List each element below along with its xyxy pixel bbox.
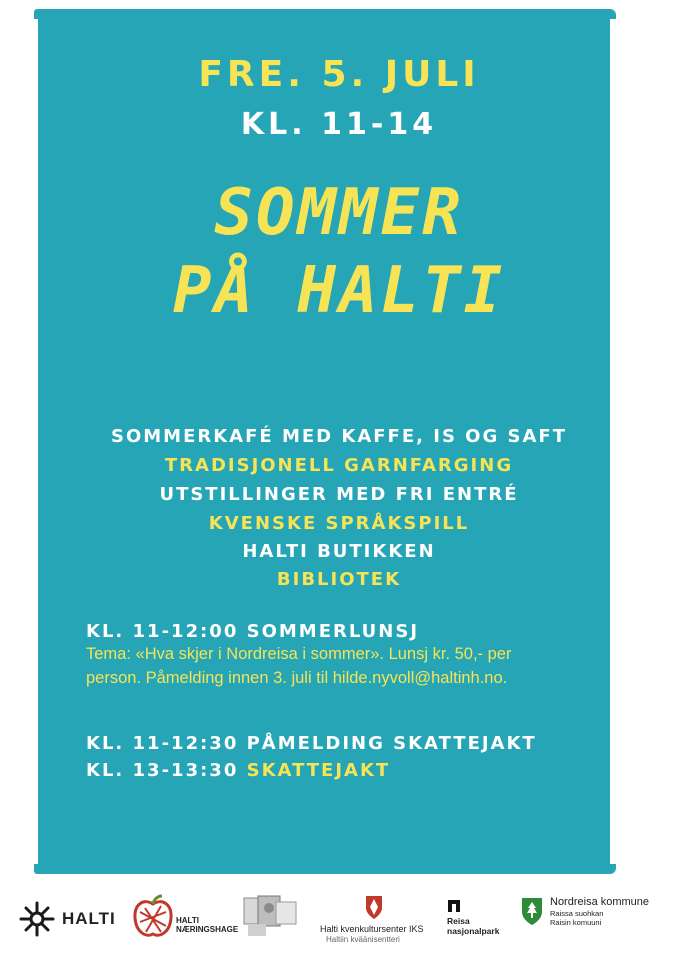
treasure-hunt-label: SKATTEJAKT bbox=[246, 760, 391, 781]
kommune-line-1: Nordreisa kommune bbox=[550, 896, 650, 908]
kommune-line-3: Raisin komuuni bbox=[550, 918, 602, 927]
activity-item: TRADISJONELL GARNFARGING bbox=[164, 455, 514, 476]
naeringshage-line-1: HALTI bbox=[176, 916, 199, 925]
kvenkultursenter-line-1: Halti kvenkultursenter IKS bbox=[320, 924, 424, 934]
activity-item: SOMMERKAFÉ MED KAFFE, IS OG SAFT bbox=[110, 426, 567, 447]
activity-item: KVENSKE SPRÅKSPILL bbox=[208, 513, 470, 534]
shield-icon bbox=[364, 894, 384, 920]
nasjonalpark-mark-icon bbox=[447, 899, 461, 913]
treasure-hunt-row bbox=[86, 760, 390, 781]
photo-collage-icon bbox=[242, 894, 300, 938]
naeringshage-logo bbox=[132, 894, 239, 944]
halti-logo bbox=[18, 900, 116, 942]
coat-of-arms-icon bbox=[520, 896, 544, 926]
apple-icon bbox=[132, 894, 174, 940]
treasure-hunt-signup: KL. 11-12:30 PÅMELDING SKATTEJAKT bbox=[86, 733, 537, 754]
event-time: KL. 11-14 bbox=[240, 107, 438, 142]
nasjonalpark-line-1: Reisa bbox=[447, 916, 470, 926]
lunch-description-line-2: person. Påmelding innen 3. juli til hilde.nyvoll@haltinh.no. bbox=[86, 669, 508, 687]
activity-item: BIBLIOTEK bbox=[276, 569, 402, 590]
kommune-line-2: Raissa suohkan bbox=[550, 909, 604, 918]
kvenkultursenter-line-2: Haltiin kväänisentteri bbox=[326, 935, 400, 944]
treasure-hunt-time: KL. 13-13:30 bbox=[86, 760, 239, 781]
nordreisa-kommune-logo bbox=[520, 896, 650, 930]
nasjonalpark-line-2: nasjonalpark bbox=[447, 926, 500, 936]
activity-item: UTSTILLINGER MED FRI ENTRÉ bbox=[159, 484, 519, 505]
naeringshage-line-2: NÆRINGSHAGE bbox=[176, 925, 239, 934]
reisa-nasjonalpark-logo bbox=[447, 898, 500, 936]
activity-item: HALTI BUTIKKEN bbox=[242, 541, 436, 562]
halti-symbol-icon bbox=[18, 900, 56, 938]
sponsor-logos bbox=[0, 880, 678, 960]
lunch-heading: KL. 11-12:00 SOMMERLUNSJ bbox=[86, 621, 420, 642]
event-title-line-1: SOMMER bbox=[214, 176, 464, 250]
halti-logo-text: HALTI bbox=[62, 909, 116, 928]
event-title-line-2: PÅ HALTI bbox=[172, 254, 506, 328]
event-date: FRE. 5. JULI bbox=[198, 54, 480, 95]
photo-collage-logo bbox=[242, 894, 300, 942]
lunch-description-line-1: Tema: «Hva skjer i Nordreisa i sommer». Lunsj kr. 50,- per bbox=[86, 645, 512, 663]
